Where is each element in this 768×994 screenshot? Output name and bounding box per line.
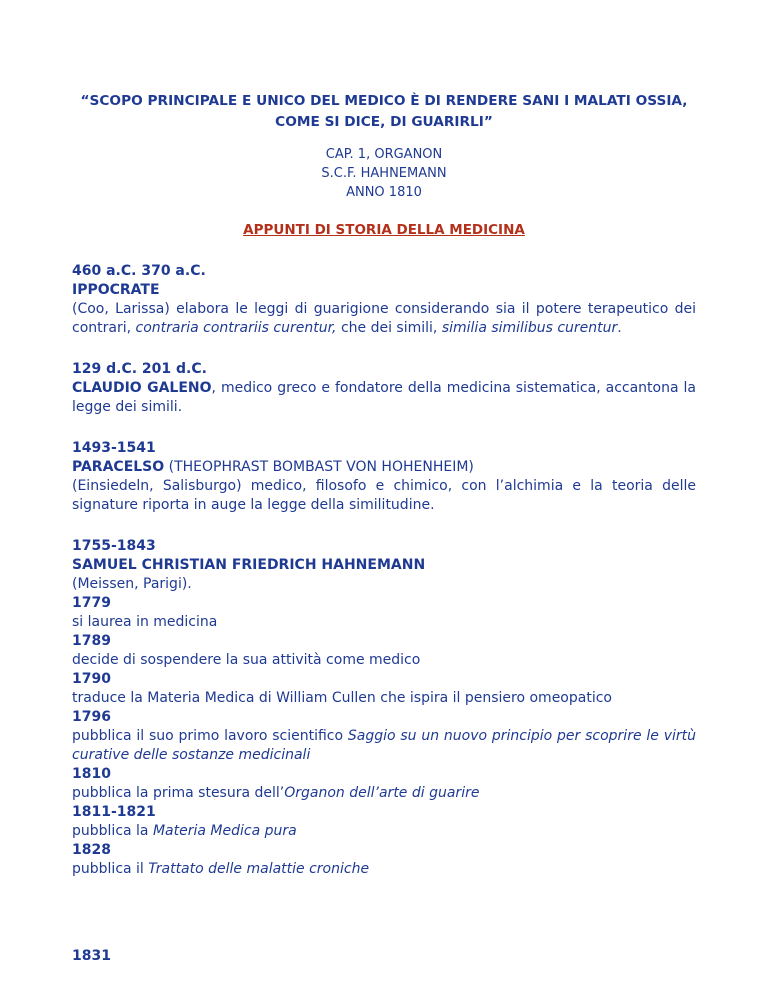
entry-heading bbox=[72, 458, 696, 477]
year-1831: 1831 bbox=[72, 948, 111, 964]
year-1810: 1810 bbox=[72, 766, 111, 782]
entry-fullname: (THEOPHRAST BOMBAST VON HOHENHEIM) bbox=[164, 459, 474, 475]
entry-name: PARACELSO bbox=[72, 459, 165, 475]
entry-dates: 1493-1541 bbox=[72, 440, 156, 456]
quote-source bbox=[72, 145, 696, 202]
source-year: ANNO 1810 bbox=[346, 185, 422, 200]
year-1828: 1828 bbox=[72, 842, 111, 858]
text-part: (Coo, Larissa) elabora le leggi di guarigione considerando sia il potere terapeutico dei contrari, bbox=[72, 301, 696, 336]
year-1779: 1779 bbox=[72, 595, 111, 611]
source-chapter: CAP. 1, ORGANON bbox=[325, 147, 443, 162]
latin-phrase: similia similibus curentur bbox=[441, 320, 618, 336]
text-part: pubblica la bbox=[72, 823, 153, 839]
year-1811-1821: 1811-1821 bbox=[72, 804, 156, 820]
event-1811-1821 bbox=[72, 822, 696, 841]
text-part: , medico greco e fondatore della medicina sistematica, accantona la legge dei simili. bbox=[72, 380, 696, 415]
event-1779: si laurea in medicina bbox=[72, 614, 218, 630]
document-body bbox=[72, 91, 696, 966]
text-part: pubblica la prima stesura dell’ bbox=[72, 785, 285, 801]
event-1828 bbox=[72, 860, 696, 879]
book-title: Organon dell’arte di guarire bbox=[284, 785, 480, 801]
text-part: pubblica il suo primo lavoro scientifico bbox=[72, 728, 348, 744]
entry-dates: 1755-1843 bbox=[72, 538, 156, 554]
quote-line-2: COME SI DICE, DI GUARIRLI” bbox=[275, 114, 493, 130]
entry-hahnemann bbox=[72, 537, 696, 966]
entry-dates: 460 a.C. 370 a.C. bbox=[72, 263, 206, 279]
entry-name: SAMUEL CHRISTIAN FRIEDRICH HAHNEMANN bbox=[72, 557, 426, 573]
year-1790: 1790 bbox=[72, 671, 111, 687]
entry-name: CLAUDIO GALENO bbox=[72, 380, 212, 396]
opening-quote bbox=[72, 91, 696, 133]
source-author: S.C.F. HAHNEMANN bbox=[321, 166, 447, 181]
quote-line-1: “SCOPO PRINCIPALE E UNICO DEL MEDICO È DI RENDERE SANI I MALATI OSSIA, bbox=[80, 93, 688, 109]
section-title-text: APPUNTI DI STORIA DELLA MEDICINA bbox=[243, 222, 525, 238]
entry-text bbox=[72, 300, 696, 338]
section-title bbox=[72, 221, 696, 240]
entry-dates: 129 d.C. 201 d.C. bbox=[72, 361, 207, 377]
text-part: . bbox=[617, 320, 622, 336]
entry-paracelso bbox=[72, 439, 696, 515]
book-title: Trattato delle malattie croniche bbox=[148, 861, 370, 877]
year-1796: 1796 bbox=[72, 709, 111, 725]
entry-name: IPPOCRATE bbox=[72, 282, 160, 298]
entry-ippocrate bbox=[72, 262, 696, 338]
event-1796 bbox=[72, 727, 696, 765]
event-1790: traduce la Materia Medica di William Cullen che ispira il pensiero omeopatico bbox=[72, 690, 612, 706]
event-1789: decide di sospendere la sua attività come medico bbox=[72, 652, 421, 668]
entry-places: (Meissen, Parigi). bbox=[72, 576, 192, 592]
text-part: pubblica il bbox=[72, 861, 149, 877]
text-part: che dei simili, bbox=[336, 320, 442, 336]
entry-text bbox=[72, 379, 696, 417]
book-title: Materia Medica pura bbox=[152, 823, 297, 839]
year-1789: 1789 bbox=[72, 633, 111, 649]
latin-phrase: contraria contrariis curentur, bbox=[135, 320, 337, 336]
event-1810 bbox=[72, 784, 696, 803]
entry-text: (Einsiedeln, Salisburgo) medico, filosofo e chimico, con l’alchimia e la teoria delle signature riporta in auge la legge della similitudine. bbox=[72, 478, 696, 513]
entry-galeno bbox=[72, 360, 696, 417]
book-title: Saggio su un nuovo principio per scoprire le virtù curative delle sostanze medicinali bbox=[72, 728, 696, 763]
